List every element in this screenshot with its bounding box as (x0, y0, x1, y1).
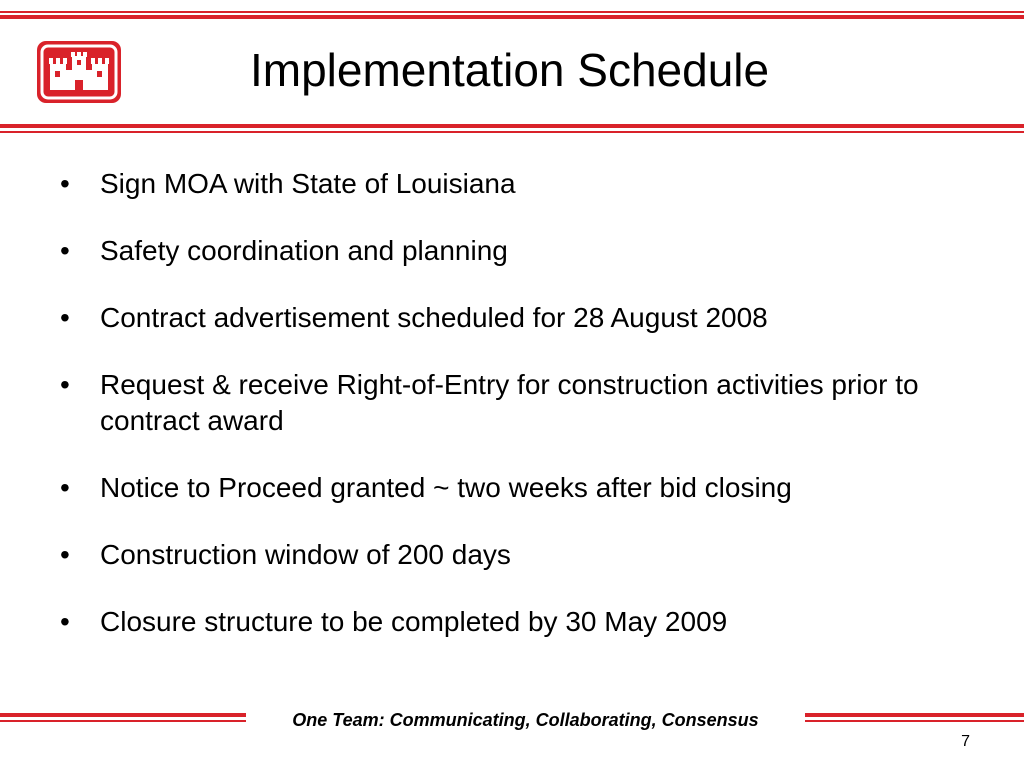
title-rule-thin (0, 131, 1024, 133)
bullet-symbol: • (60, 539, 70, 570)
bullet-list (60, 166, 1000, 671)
bullet-item (60, 300, 1000, 336)
bullet-text: Request & receive Right-of-Entry for construction activities prior to contract award (100, 369, 919, 436)
bullet-symbol: • (60, 606, 70, 637)
bullet-item (60, 367, 1000, 439)
bullet-text: Sign MOA with State of Louisiana (100, 168, 516, 199)
title-rule-thick (0, 124, 1024, 128)
bullet-text: Notice to Proceed granted ~ two weeks after bid closing (100, 472, 792, 503)
footer-rule-left-thick (0, 713, 246, 717)
slide-title: Implementation Schedule (250, 44, 770, 96)
header-rule-top-thick (0, 15, 1024, 19)
footer-rule-right-thick (805, 713, 1024, 717)
bullet-symbol: • (60, 168, 70, 199)
bullet-symbol: • (60, 472, 70, 503)
bullet-item (60, 233, 1000, 269)
bullet-item (60, 470, 1000, 506)
bullet-text: Safety coordination and planning (100, 235, 508, 266)
bullet-symbol: • (60, 235, 70, 266)
footer-tagline: One Team: Communicating, Collaborating, Consensus (292, 710, 759, 730)
bullet-symbol: • (60, 369, 70, 400)
bullet-item (60, 166, 1000, 202)
bullet-text: Construction window of 200 days (100, 539, 511, 570)
bullet-text: Closure structure to be completed by 30 May 2009 (100, 606, 728, 637)
page-number: 7 (961, 733, 970, 750)
bullet-item (60, 537, 1000, 573)
bullet-symbol: • (60, 302, 70, 333)
bullet-item (60, 604, 1000, 640)
footer-rule-right-thin (805, 720, 1024, 722)
footer-rule-left-thin (0, 720, 246, 722)
castle-logo-icon (36, 40, 122, 104)
bullet-text: Contract advertisement scheduled for 28 August 2008 (100, 302, 768, 333)
header-rule-top-thin (0, 11, 1024, 13)
